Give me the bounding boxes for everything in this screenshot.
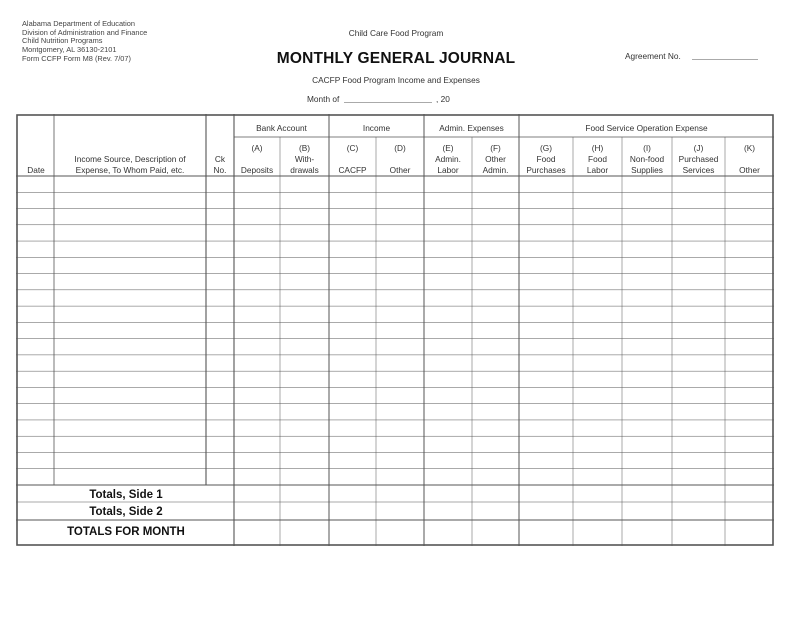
col-i-label-line1: Non-food xyxy=(629,154,665,164)
col-h-letter: (H) xyxy=(591,143,604,153)
journal-grid xyxy=(16,114,774,546)
col-check-line1: Ck xyxy=(214,154,226,164)
agency-line: Montgomery, AL 36130-2101 xyxy=(22,45,117,55)
page-subtitle: CACFP Food Program Income and Expenses xyxy=(312,75,480,85)
col-d-letter: (D) xyxy=(394,143,406,153)
grid-lines xyxy=(16,114,774,546)
col-j-label-line2: Services xyxy=(682,165,715,175)
col-f-label-line1: Other xyxy=(485,154,506,164)
col-e-label-line1: Admin. xyxy=(435,154,461,164)
col-g-letter: (G) xyxy=(540,143,552,153)
col-j-letter: (J) xyxy=(693,143,704,153)
col-b-label-line2: drawals xyxy=(290,165,319,175)
agency-line: Division of Administration and Finance xyxy=(22,27,148,37)
col-e-letter: (E) xyxy=(442,143,454,153)
col-k-label: Other xyxy=(739,165,760,175)
program-name: Child Care Food Program xyxy=(348,28,444,38)
journal-table xyxy=(16,114,774,546)
col-a-letter: (A) xyxy=(251,143,263,153)
group-bank-account: Bank Account xyxy=(256,123,307,133)
agency-header xyxy=(22,20,147,64)
totals-side-1-label: Totals, Side 1 xyxy=(89,489,163,501)
col-a-label: Deposits xyxy=(240,165,274,175)
month-field[interactable] xyxy=(344,102,432,103)
col-k-letter: (K) xyxy=(743,143,756,153)
year-label: , 20 xyxy=(436,94,450,104)
table-border xyxy=(17,115,773,545)
col-income-source-line2: Expense, To Whom Paid, etc. xyxy=(75,165,185,175)
group-admin-expenses: Admin. Expenses xyxy=(439,123,504,133)
group-income: Income xyxy=(362,123,391,133)
totals-for-month-label: TOTALS FOR MONTH xyxy=(67,526,185,538)
col-c-letter: (C) xyxy=(346,143,359,153)
totals-side-2-label: Totals, Side 2 xyxy=(89,506,163,518)
group-food-service: Food Service Operation Expense xyxy=(585,123,708,133)
col-h-label-line1: Food xyxy=(588,154,607,164)
col-d-label: Other xyxy=(389,165,411,175)
col-g-label-line1: Food xyxy=(536,154,556,164)
col-j-label-line1: Purchased xyxy=(678,154,719,164)
col-e-label-line2: Labor xyxy=(437,165,459,175)
col-income-source-line1: Income Source, Description of xyxy=(74,154,186,164)
col-f-label-line2: Admin. xyxy=(482,165,509,175)
col-b-letter: (B) xyxy=(298,143,311,153)
col-b-label-line1: With- xyxy=(294,154,315,164)
agreement-label: Agreement No. xyxy=(625,51,681,61)
form-number: Form CCFP Form M8 (Rev. 7/07) xyxy=(22,53,131,63)
page-title: MONTHLY GENERAL JOURNAL xyxy=(276,50,516,67)
agency-line: Child Nutrition Programs xyxy=(22,36,103,46)
col-date: Date xyxy=(27,165,45,175)
month-label: Month of xyxy=(307,94,340,104)
col-f-letter: (F) xyxy=(490,143,501,153)
col-i-letter: (I) xyxy=(643,143,651,153)
col-check-line2: No. xyxy=(213,165,227,175)
col-h-label-line2: Labor xyxy=(586,165,609,175)
agency-line: Alabama Department of Education xyxy=(22,19,135,28)
col-g-label-line2: Purchases xyxy=(526,165,566,175)
col-c-label: CACFP xyxy=(338,165,367,175)
agreement-number-field[interactable] xyxy=(692,59,758,60)
col-i-label-line2: Supplies xyxy=(631,165,663,175)
